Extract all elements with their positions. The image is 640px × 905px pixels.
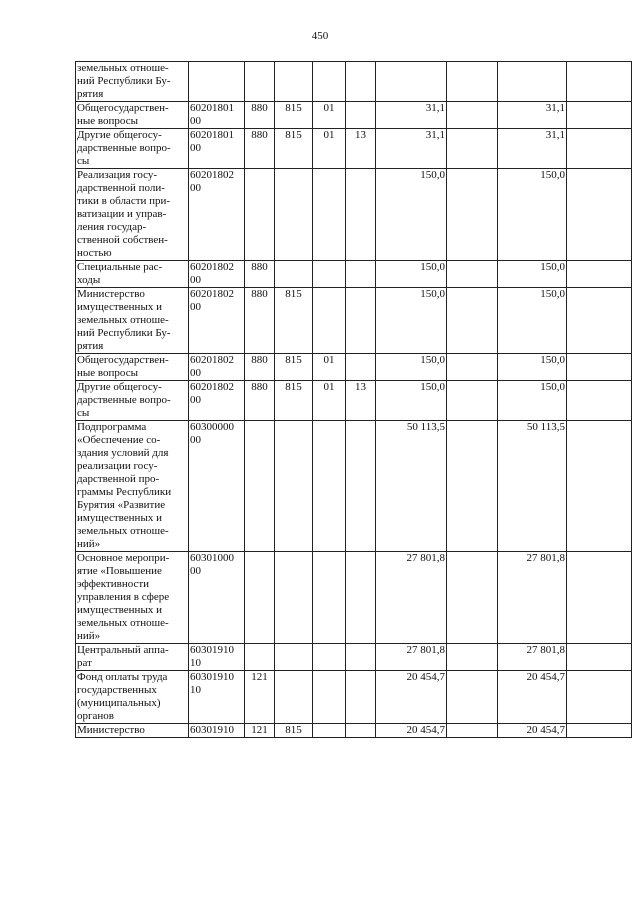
- amount-cell: 20 454,7: [376, 671, 447, 724]
- subsection-cell: [346, 644, 376, 671]
- section-cell: [313, 169, 346, 261]
- section-cell: 01: [313, 102, 346, 129]
- subsection-cell: [346, 62, 376, 102]
- target-code-cell: 60301000 00: [189, 552, 245, 644]
- empty-cell: [447, 261, 498, 288]
- row-name-cell: Подпрограмма «Обеспечение со- здания условий для реализации госу- дарственной про- граммы Республики Бурятия «Развитие имущественных и земельных отноше- ний»: [76, 421, 189, 552]
- target-code-cell: 60201802 00: [189, 381, 245, 421]
- page-number: 450: [311, 30, 329, 42]
- section-cell: [313, 644, 346, 671]
- empty-cell: [447, 288, 498, 354]
- table-row: [76, 261, 632, 288]
- row-name-cell: Министерство: [76, 724, 189, 738]
- target-code-cell: 60301910: [189, 724, 245, 738]
- amount-cell: 150,0: [376, 354, 447, 381]
- expense-type-cell: 880: [245, 261, 275, 288]
- section-cell: 01: [313, 354, 346, 381]
- target-code-cell: 60201802 00: [189, 261, 245, 288]
- empty-cell: [447, 671, 498, 724]
- amount-cell: 50 113,5: [498, 421, 567, 552]
- subsection-cell: [346, 671, 376, 724]
- table-row: [76, 671, 632, 724]
- empty-cell: [567, 421, 632, 552]
- ministry-code-cell: [275, 644, 313, 671]
- empty-cell: [567, 102, 632, 129]
- amount-cell: 31,1: [376, 129, 447, 169]
- subsection-cell: [346, 552, 376, 644]
- ministry-code-cell: [275, 671, 313, 724]
- amount-cell: 150,0: [376, 288, 447, 354]
- empty-cell: [567, 644, 632, 671]
- ministry-code-cell: 815: [275, 102, 313, 129]
- expense-type-cell: [245, 62, 275, 102]
- table-row: [76, 102, 632, 129]
- section-cell: [313, 62, 346, 102]
- empty-cell: [447, 354, 498, 381]
- table-row: [76, 381, 632, 421]
- empty-cell: [447, 62, 498, 102]
- ministry-code-cell: [275, 62, 313, 102]
- empty-cell: [567, 62, 632, 102]
- table-row: [76, 421, 632, 552]
- table-row: [76, 552, 632, 644]
- target-code-cell: 60201801 00: [189, 129, 245, 169]
- subsection-cell: [346, 421, 376, 552]
- ministry-code-cell: 815: [275, 288, 313, 354]
- row-name-cell: Реализация госу- дарственной поли- тики в области при- ватизации и управ- ления государ- ственной собствен- ностью: [76, 169, 189, 261]
- empty-cell: [567, 169, 632, 261]
- table-row: [76, 62, 632, 102]
- empty-cell: [447, 724, 498, 738]
- row-name-cell: Основное меропри- ятие «Повышение эффективности управления в сфере имущественных и земельных отноше- ний»: [76, 552, 189, 644]
- section-cell: 01: [313, 381, 346, 421]
- amount-cell: 150,0: [498, 381, 567, 421]
- expense-type-cell: [245, 421, 275, 552]
- section-cell: 01: [313, 129, 346, 169]
- expense-type-cell: 880: [245, 102, 275, 129]
- ministry-code-cell: 815: [275, 381, 313, 421]
- amount-cell: 150,0: [498, 288, 567, 354]
- expense-type-cell: 880: [245, 354, 275, 381]
- target-code-cell: 60201802 00: [189, 354, 245, 381]
- expense-type-cell: 121: [245, 671, 275, 724]
- empty-cell: [447, 102, 498, 129]
- target-code-cell: 60201802 00: [189, 288, 245, 354]
- empty-cell: [567, 724, 632, 738]
- empty-cell: [447, 644, 498, 671]
- section-cell: [313, 724, 346, 738]
- row-name-cell: Общегосударствен- ные вопросы: [76, 354, 189, 381]
- subsection-cell: [346, 102, 376, 129]
- expense-type-cell: [245, 552, 275, 644]
- section-cell: [313, 261, 346, 288]
- ministry-code-cell: 815: [275, 354, 313, 381]
- amount-cell: 150,0: [498, 261, 567, 288]
- row-name-cell: Общегосударствен- ные вопросы: [76, 102, 189, 129]
- budget-table: [75, 61, 632, 738]
- expense-type-cell: [245, 169, 275, 261]
- empty-cell: [567, 552, 632, 644]
- subsection-cell: 13: [346, 381, 376, 421]
- amount-cell: 27 801,8: [498, 644, 567, 671]
- amount-cell: [498, 62, 567, 102]
- empty-cell: [567, 129, 632, 169]
- empty-cell: [447, 421, 498, 552]
- table-row: [76, 129, 632, 169]
- row-name-cell: Другие общегосу- дарственные вопро- сы: [76, 129, 189, 169]
- target-code-cell: 60201802 00: [189, 169, 245, 261]
- target-code-cell: 60301910 10: [189, 671, 245, 724]
- subsection-cell: [346, 354, 376, 381]
- amount-cell: 27 801,8: [376, 644, 447, 671]
- amount-cell: 31,1: [498, 129, 567, 169]
- subsection-cell: [346, 169, 376, 261]
- section-cell: [313, 552, 346, 644]
- target-code-cell: [189, 62, 245, 102]
- table-row: [76, 354, 632, 381]
- empty-cell: [447, 129, 498, 169]
- target-code-cell: 60301910 10: [189, 644, 245, 671]
- empty-cell: [567, 381, 632, 421]
- row-name-cell: Центральный аппа- рат: [76, 644, 189, 671]
- ministry-code-cell: [275, 421, 313, 552]
- amount-cell: 27 801,8: [376, 552, 447, 644]
- amount-cell: 20 454,7: [498, 671, 567, 724]
- amount-cell: 50 113,5: [376, 421, 447, 552]
- amount-cell: 27 801,8: [498, 552, 567, 644]
- row-name-cell: Министерство имущественных и земельных отноше- ний Республики Бу- рятия: [76, 288, 189, 354]
- expense-type-cell: 880: [245, 381, 275, 421]
- empty-cell: [447, 381, 498, 421]
- amount-cell: 20 454,7: [498, 724, 567, 738]
- amount-cell: 150,0: [498, 169, 567, 261]
- row-name-cell: Специальные рас- ходы: [76, 261, 189, 288]
- section-cell: [313, 671, 346, 724]
- subsection-cell: [346, 724, 376, 738]
- expense-type-cell: [245, 644, 275, 671]
- ministry-code-cell: 815: [275, 129, 313, 169]
- empty-cell: [567, 261, 632, 288]
- section-cell: [313, 421, 346, 552]
- amount-cell: 20 454,7: [376, 724, 447, 738]
- ministry-code-cell: 815: [275, 724, 313, 738]
- ministry-code-cell: [275, 169, 313, 261]
- expense-type-cell: 880: [245, 129, 275, 169]
- table-row: [76, 288, 632, 354]
- target-code-cell: 60300000 00: [189, 421, 245, 552]
- target-code-cell: 60201801 00: [189, 102, 245, 129]
- empty-cell: [447, 552, 498, 644]
- row-name-cell: Другие общегосу- дарственные вопро- сы: [76, 381, 189, 421]
- row-name-cell: земельных отноше- ний Республики Бу- рятия: [76, 62, 189, 102]
- subsection-cell: [346, 261, 376, 288]
- amount-cell: 31,1: [498, 102, 567, 129]
- amount-cell: [376, 62, 447, 102]
- ministry-code-cell: [275, 552, 313, 644]
- expense-type-cell: 880: [245, 288, 275, 354]
- table-row: [76, 169, 632, 261]
- subsection-cell: 13: [346, 129, 376, 169]
- empty-cell: [447, 169, 498, 261]
- amount-cell: 150,0: [376, 381, 447, 421]
- amount-cell: 150,0: [498, 354, 567, 381]
- expense-type-cell: 121: [245, 724, 275, 738]
- amount-cell: 150,0: [376, 261, 447, 288]
- subsection-cell: [346, 288, 376, 354]
- table-row: [76, 644, 632, 671]
- section-cell: [313, 288, 346, 354]
- empty-cell: [567, 671, 632, 724]
- ministry-code-cell: [275, 261, 313, 288]
- amount-cell: 150,0: [376, 169, 447, 261]
- table-row: [76, 724, 632, 738]
- empty-cell: [567, 288, 632, 354]
- amount-cell: 31,1: [376, 102, 447, 129]
- empty-cell: [567, 354, 632, 381]
- row-name-cell: Фонд оплаты труда государственных (муниципальных) органов: [76, 671, 189, 724]
